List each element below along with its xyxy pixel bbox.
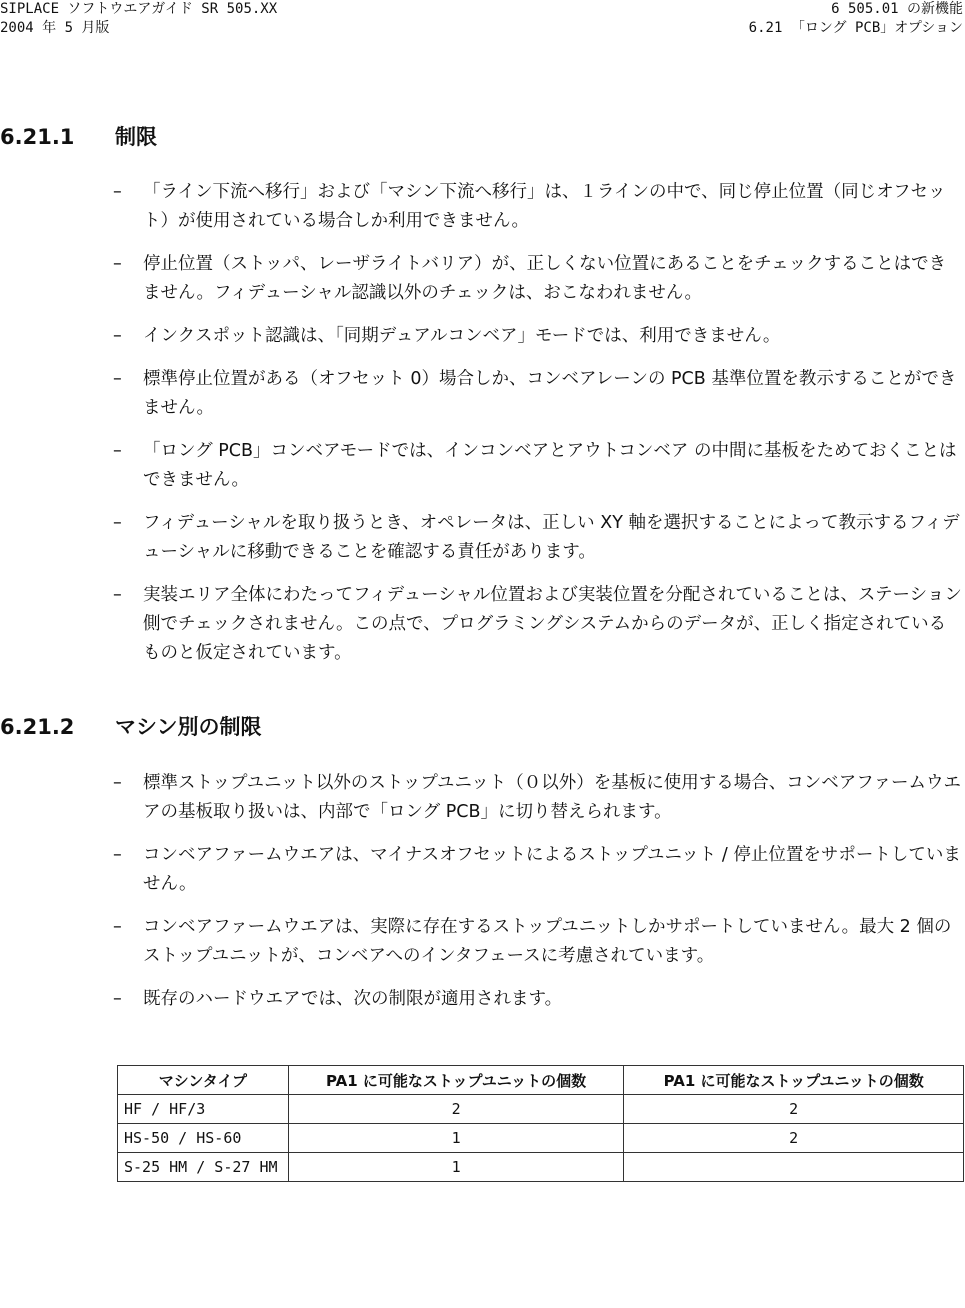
bullet-dash: – (113, 989, 122, 1009)
header-product-title: SIPLACE ソフトウエアガイド SR 505.XX (0, 1, 278, 17)
table-cell: 2 (288, 1095, 624, 1124)
table-cell (624, 1153, 964, 1182)
table-cell: HF / HF/3 (118, 1095, 289, 1124)
machine-restrictions-list (113, 769, 963, 1028)
list-item: – 実装エリア全体にわたってフィデューシャル位置および実装位置を分配されていることは、ステーション側でチェックされません。この点で、プログラミングシステムからのデータが、正しく指定されているものと仮定されています。 (113, 581, 963, 668)
bullet-dash: – (113, 182, 122, 202)
list-item: – 「ロング PCB」コンベアモードでは、インコンベアとアウトコンベア の中間に基板をためておくことはできません。 (113, 437, 963, 495)
table-cell: 1 (288, 1124, 624, 1153)
list-item: – フィデューシャルを取り扱うとき、オペレータは、正しい XY 軸を選択することによって教示するフィデューシャルに移動できることを確認する責任があります。 (113, 509, 963, 567)
bullet-dash: – (113, 513, 122, 533)
bullet-dash: – (113, 441, 122, 461)
restrictions-list (113, 178, 963, 682)
section-title: 制限 (115, 125, 157, 149)
table-cell: 2 (624, 1124, 964, 1153)
list-item: – 標準停止位置がある（オフセット 0）場合しか、コンベアレーンの PCB 基準位置を教示することができません。 (113, 365, 963, 423)
header-chapter-title: 6 505.01 の新機能 (831, 1, 963, 17)
table-cell: HS-50 / HS-60 (118, 1124, 289, 1153)
list-item: – インクスポット認識は、「同期デュアルコンベア」モードでは、利用できません。 (113, 322, 963, 351)
section-title: マシン別の制限 (115, 715, 262, 739)
stop-unit-table (117, 1065, 964, 1182)
list-item: – 標準ストップユニット以外のストップユニット（０以外）を基板に使用する場合、コンベアファームウエアの基板取り扱いは、内部で「ロング PCB」に切り替えられます。 (113, 769, 963, 827)
bullet-dash: – (113, 845, 122, 865)
section-number: 6.21.1 (0, 125, 75, 149)
bullet-dash: – (113, 585, 122, 605)
bullet-dash: – (113, 326, 122, 346)
header-edition-date: 2004 年 5 月版 (0, 20, 110, 36)
column-header-pa1-stop-units-2: PA1 に可能なストップユニットの個数 (624, 1066, 964, 1095)
section-heading-machine-restrictions (0, 711, 261, 741)
table-row (118, 1153, 964, 1182)
list-item: – 既存のハードウエアでは、次の制限が適用されます。 (113, 985, 963, 1014)
table-row (118, 1095, 964, 1124)
table-header-row (118, 1066, 964, 1095)
bullet-dash: – (113, 369, 122, 389)
section-heading-restrictions (0, 121, 157, 151)
table-cell: 1 (288, 1153, 624, 1182)
list-item: – コンベアファームウエアは、実際に存在するストップユニットしかサポートしていません。最大 2 個のストップユニットが、コンベアへのインタフェースに考慮されています。 (113, 913, 963, 971)
bullet-dash: – (113, 917, 122, 937)
section-number: 6.21.2 (0, 715, 75, 739)
table-cell: 2 (624, 1095, 964, 1124)
list-item: – 停止位置（ストッパ、レーザライトバリア）が、正しくない位置にあることをチェックすることはできません。フィデューシャル認識以外のチェックは、おこなわれません。 (113, 250, 963, 308)
bullet-dash: – (113, 773, 122, 793)
column-header-machine-type: マシンタイプ (118, 1066, 289, 1095)
table-row (118, 1124, 964, 1153)
page-header-left (0, 0, 277, 38)
column-header-pa1-stop-units: PA1 に可能なストップユニットの個数 (288, 1066, 624, 1095)
list-item: – コンベアファームウエアは、マイナスオフセットによるストップユニット / 停止位置をサポートしていません。 (113, 841, 963, 899)
bullet-dash: – (113, 254, 122, 274)
list-item: – 「ライン下流へ移行」および「マシン下流へ移行」は、１ラインの中で、同じ停止位置（同じオフセット）が使用されている場合しか利用できません。 (113, 178, 963, 236)
header-section-title: 6.21 「ロング PCB」オプション (748, 20, 963, 36)
table-cell: S-25 HM / S-27 HM (118, 1153, 289, 1182)
page-header-right (749, 0, 963, 38)
